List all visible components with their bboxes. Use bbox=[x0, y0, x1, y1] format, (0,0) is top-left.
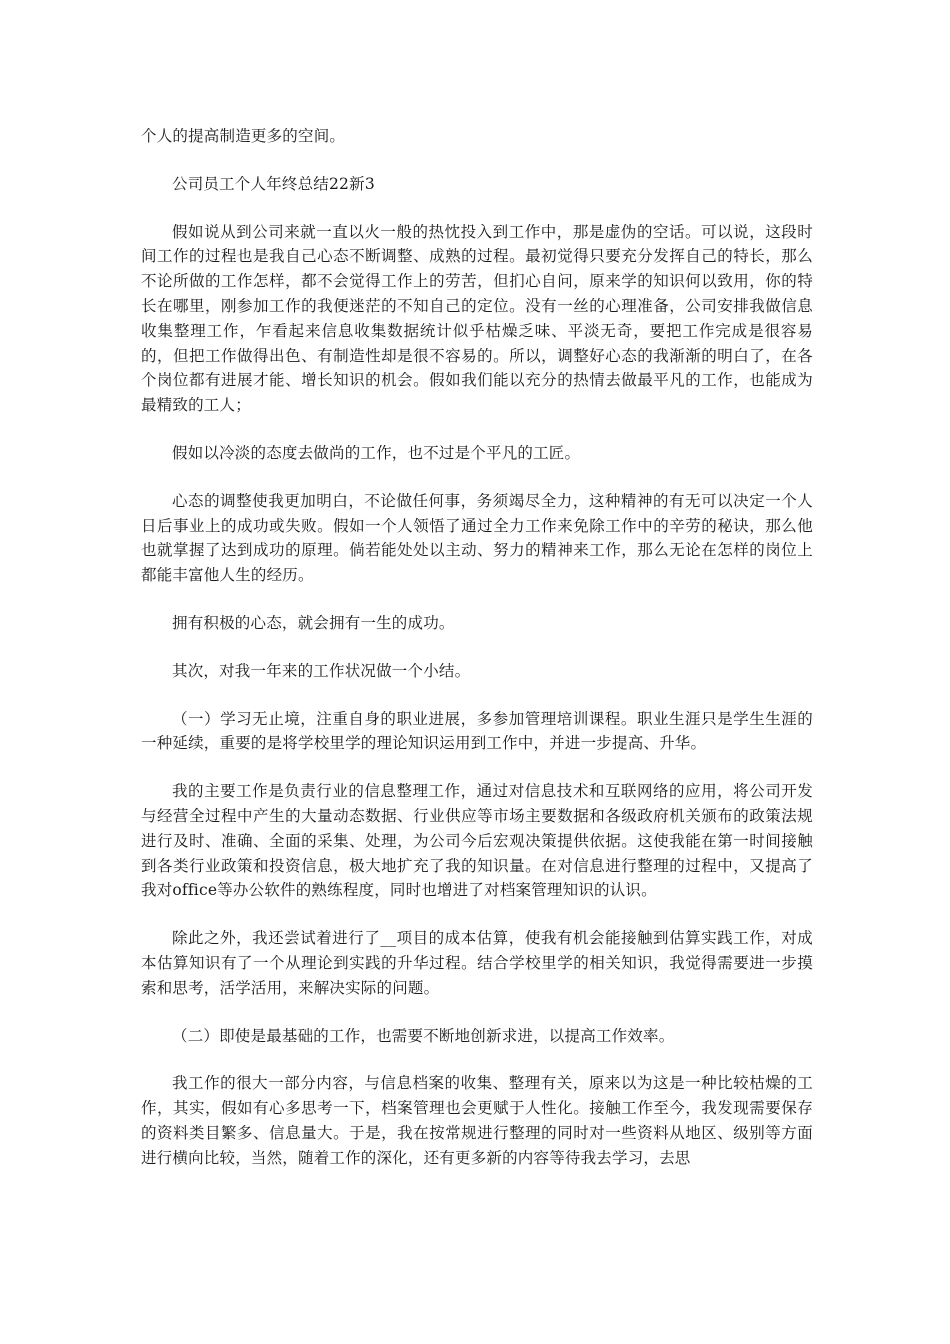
paragraph: 我的主要工作是负责行业的信息整理工作，通过对信息技术和互联网络的应用，将公司开发与经营全过程中产生的大量动态数据、行业供应等市场主要数据和各级政府机关颁布的政策法规进行及时、准确、全面的采集、处理，为公司今后宏观决策提供依据。这使我能在第一时间接触到各类行业政策和投资信息，极大地扩充了我的知识量。在对信息进行整理的过程中，又提高了我对office等办公软件的熟练程度，同时也增进了对档案管理知识的认识。 bbox=[141, 782, 813, 900]
paragraph: 其次，对我一年来的工作状况做一个小结。 bbox=[172, 661, 471, 680]
paragraph: 心态的调整使我更加明白，不论做任何事，务须竭尽全力，这种精神的有无可以决定一个人日后事业上的成功或失败。假如一个人领悟了通过全力工作来免除工作中的辛劳的秘诀，那么他也就掌握了达到成功的原理。倘若能处处以主动、努力的精神来工作，那么无论在怎样的岗位上都能丰富他人生的经历。 bbox=[141, 491, 813, 585]
paragraph: 拥有积极的心态，就会拥有一生的成功。 bbox=[172, 613, 455, 632]
paragraph: 假如说从到公司来就一直以火一般的热忱投入到工作中，那是虚伪的空话。可以说，这段时间工作的过程也是我自己心态不断调整、成熟的过程。最初觉得只要充分发挥自己的特长，那么不论所做的工作怎样，都不会觉得工作上的劳苦，但扪心自问，原来学的知识何以致用，你的特长在哪里，刚参加工作的我便迷茫的不知自己的定位。没有一丝的心理准备，公司安排我做信息收集整理工作，乍看起来信息收集数据统计似乎枯燥乏味、平淡无奇，要把工作完成是很容易的，但把工作做得出色、有制造性却是很不容易的。所以，调整好心态的我渐渐的明白了，在各个岗位都有进展才能、增长知识的机会。假如我们能以充分的热情去做最平凡的工作，也能成为最精致的工人； bbox=[141, 222, 813, 415]
paragraph: 假如以冷淡的态度去做尚的工作，也不过是个平凡的工匠。 bbox=[172, 443, 581, 462]
subsection-paragraph: （二）即使是最基础的工作，也需要不断地创新求进，以提高工作效率。 bbox=[172, 1026, 675, 1045]
paragraph-continuation: 个人的提高制造更多的空间。 bbox=[141, 127, 346, 145]
subsection-paragraph: （一）学习无止境，注重自身的职业进展，多参加管理培训课程。职业生涯只是学生生涯的一种延续，重要的是将学校里学的理论知识运用到工作中，并进一步提高、升华。 bbox=[141, 709, 813, 753]
document-page bbox=[141, 124, 813, 1171]
paragraph: 我工作的很大一部分内容，与信息档案的收集、整理有关，原来以为这是一种比较枯燥的工作，其实，假如有心多思考一下，档案管理也会更赋于人性化。接触工作至今，我发现需要保存的资料类目繁多、信息量大。于是，我在按常规进行整理的同时对一些资料从地区、级别等方面进行横向比较，当然，随着工作的深化，还有更多新的内容等待我去学习，去思 bbox=[141, 1074, 813, 1167]
section-heading: 公司员工个人年终总结22新3 bbox=[172, 174, 375, 193]
paragraph: 除此之外，我还尝试着进行了__项目的成本估算，使我有机会能接触到估算实践工作，对成本估算知识有了一个从理论到实践的升华过程。结合学校里学的相关知识，我觉得需要进一步摸索和思考，活学活用，来解决实际的问题。 bbox=[141, 929, 813, 997]
